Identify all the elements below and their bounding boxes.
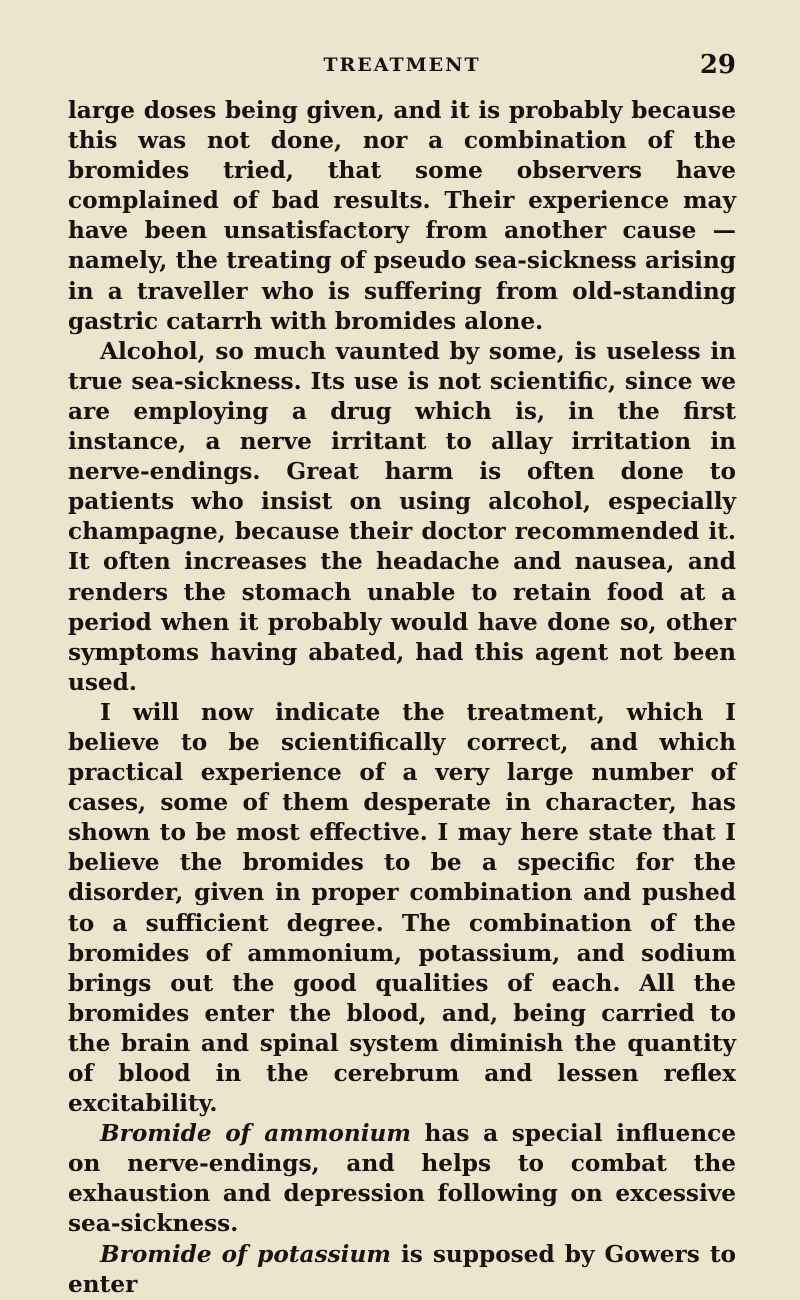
paragraph-continued [68,96,736,337]
paragraph-text: has a special influence on nerve-endings, and helps to combat the exhaustion and depression following on excessive sea-sickness. [68,1120,737,1238]
paragraph-bromide-ammonium [68,1119,736,1239]
running-head: TREATMENT [323,54,481,76]
paragraph-bromide-potassium [68,1240,736,1300]
paragraph-text: Alcohol, so much vaunted by some, is useless in true sea-sickness. Its use is not scientific, since we are employing a drug which is, in the first instance, a nerve irritant to allay irritation in nerve-endings. Great harm is often done to patients who insist on using alcohol, especially champagne, because their doctor recommended it. It often increases the headache and nausea, and renders the stomach unable to retain food at a period when it probably would have done so, other symptoms having abated, had this agent not been used. [68,337,736,696]
italic-term: Bromide of potassium [100,1240,391,1268]
paragraph-text: large doses being given, and it is probably because this was not done, nor a combination of the bromides tried, that some observers have complained of bad results. Their experience may have been unsatisfactory from another cause — namely, the treating of pseudo sea-sickness arising in a traveller who is suffering from old-standing gastric catarrh with bromides alone. [68,97,736,335]
italic-term: Bromide of ammonium [100,1120,411,1148]
page-header [68,48,736,82]
paragraph-text: I will now indicate the treatment, which I believe to be scientifically correct, and which practical experience of a very large number of cases, some of them desperate in character, has shown to be most effective. I may here state that I believe the bromides to be a specific for the disorder, given in proper combination and pushed to a sufficient degree. The combination of the bromides of ammonium, potassium, and sodium brings out the good qualities of each. All the bromides enter the blood, and, being carried to the brain and spinal system diminish the quantity of blood in the cerebrum and lessen reflex excitability. [68,698,736,1118]
paragraph-text: is supposed by Gowers to enter [68,1240,737,1298]
body-text [68,96,736,1300]
page-number: 29 [699,50,736,80]
paragraph-alcohol [68,337,736,698]
paragraph-treatment [68,698,736,1119]
